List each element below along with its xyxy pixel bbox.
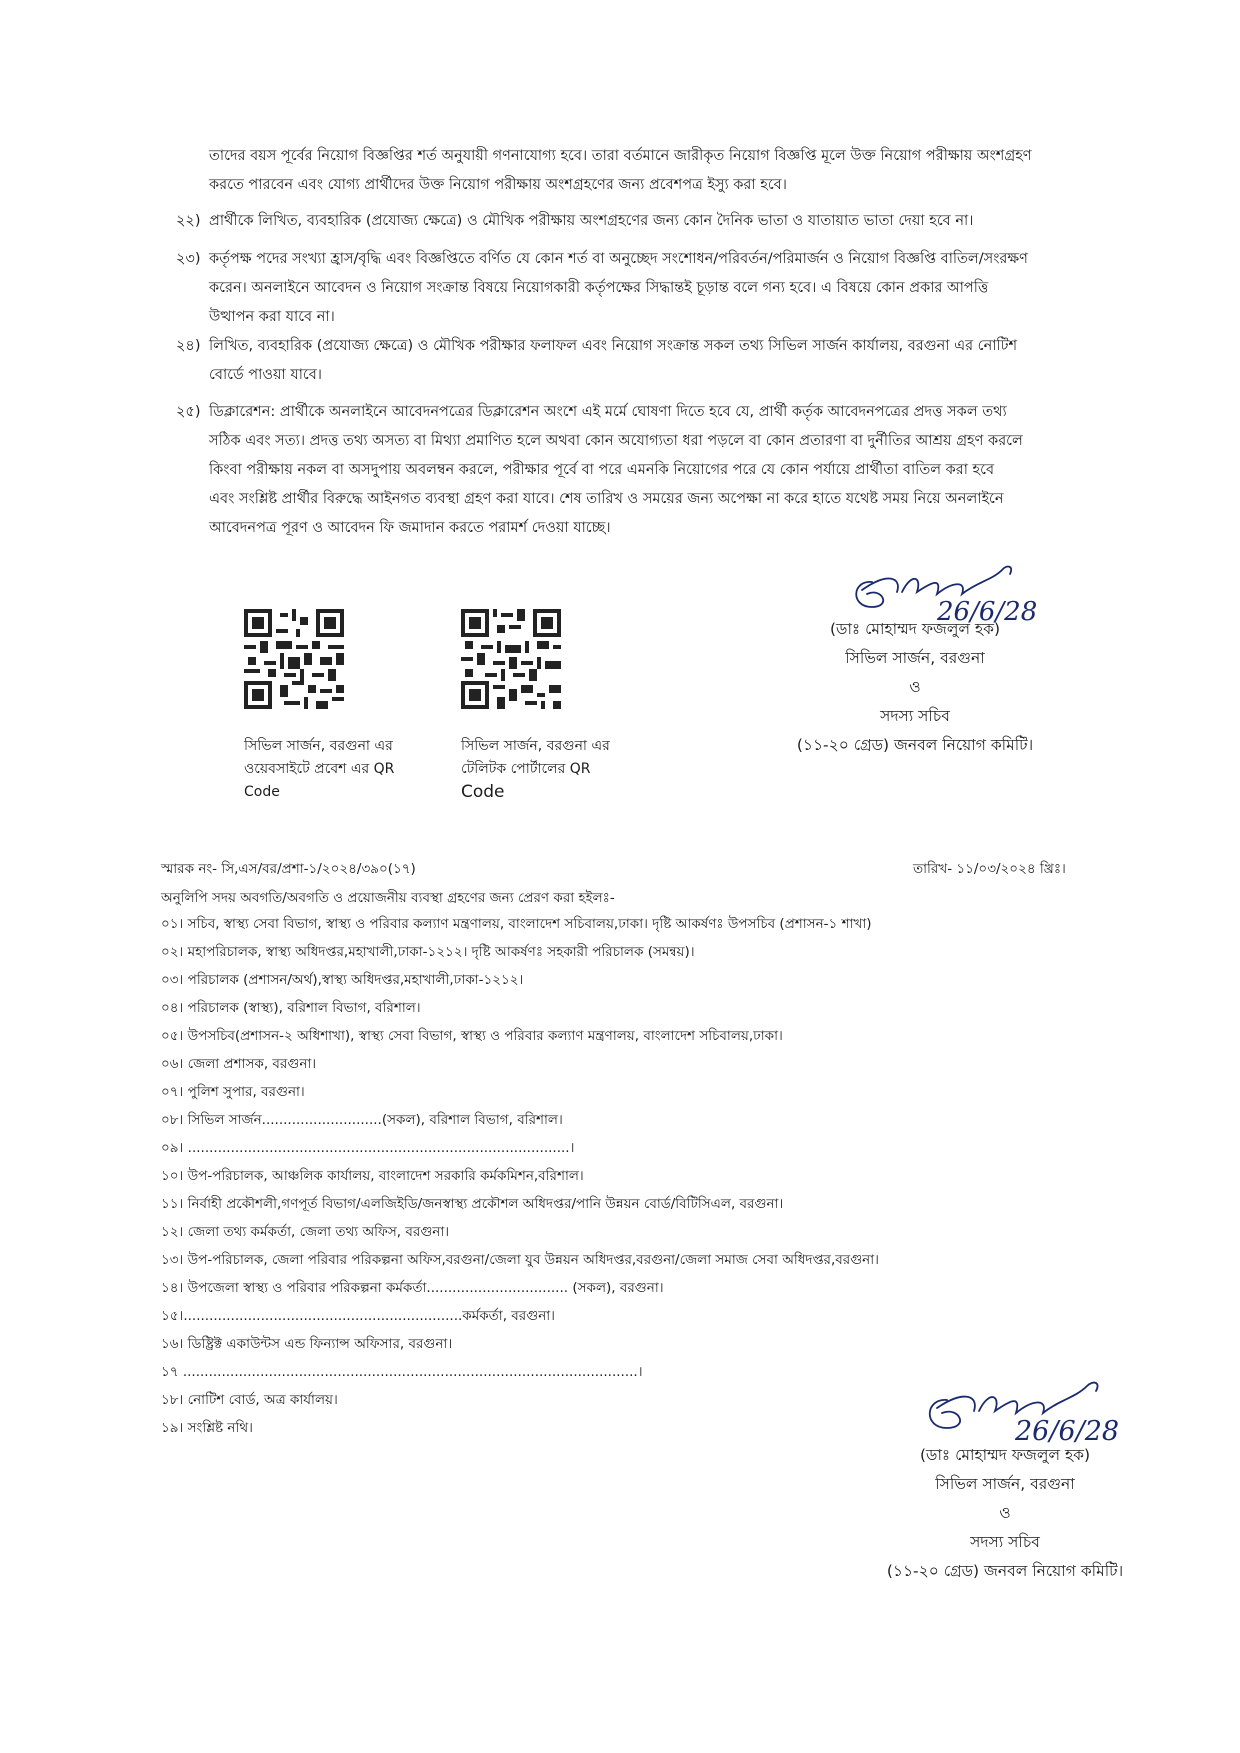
qr-code-website-icon xyxy=(244,609,344,709)
distribution-item: ০৫। উপসচিব(প্রশাসন-২ অধিশাখা), স্বাস্থ্য সেবা বিভাগ, স্বাস্থ্য ও পরিবার কল্যাণ মন্ত্রণালয়, বাংলাদেশ সচিবালয়,ঢাকা। xyxy=(161,1028,783,1044)
clause-line: লিখিত, ব্যবহারিক (প্রযোজ্য ক্ষেত্রে) ও মৌখিক পরীক্ষার ফলাফল এবং নিয়োগ সংক্রান্ত সকল তথ্য সিভিল সার্জন কার্যালয়, বরগুনা এর নোটিশ xyxy=(209,338,1018,354)
intro-paragraph xyxy=(209,142,1166,200)
qr-caption-line: ওয়েবসাইটে প্রবেশ এর QR xyxy=(244,761,395,777)
qr-caption-line: সিভিল সার্জন, বরগুনা এর xyxy=(244,738,393,754)
clause-line: বোর্ডে পাওয়া যাবে। xyxy=(209,367,322,383)
clause-line: করেন। অনলাইনে আবেদন ও নিয়োগ সংক্রান্ত বিষয়ে নিয়োগকারী কর্তৃপক্ষের সিদ্ধান্তই চূড়ান্ত বলে গন্য হবে। এ বিষয়ে কোন প্রকার আপত্তি xyxy=(209,280,989,296)
distribution-item: ১৭ ..........................................................................................................। xyxy=(161,1364,643,1380)
qr-caption-line: সিভিল সার্জন, বরগুনা এর xyxy=(461,738,610,754)
handwritten-signature-1 xyxy=(842,552,1052,624)
clause-line: কর্তৃপক্ষ পদের সংখ্যা হ্রাস/বৃদ্ধি এবং বিজ্ঞপ্তিতে বর্ণিত যে কোন শর্ত বা অনুচ্ছেদ সংশোধন/পরিবর্তন/পরিমার্জন ও নিয়োগ বিজ্ঞপ্তি বাতিল/সংরক্ষণ xyxy=(209,251,1028,267)
signature-block-1 xyxy=(770,615,1060,760)
qr-caption-teletalk xyxy=(461,735,610,804)
signatory-title: সিভিল সার্জন, বরগুনা xyxy=(845,649,985,667)
signatory-and: ও xyxy=(909,678,921,696)
clause-line: ডিক্লারেশন: প্রার্থীকে অনলাইনে আবেদনপত্রের ডিক্লারেশন অংশে এই মর্মে ঘোষণা দিতে হবে যে, প্রার্থী কর্তৃক আবেদনপত্রের প্রদত্ত সকল তথ্য xyxy=(209,404,1007,420)
distribution-item: ০৭। পুলিশ সুপার, বরগুনা। xyxy=(161,1084,305,1100)
clause-line: এবং সংশ্লিষ্ট প্রার্থীর বিরুদ্ধে আইনগত ব্যবস্থা গ্রহণ করা যাবে। শেষ তারিখ ও সময়ের জন্য অপেক্ষা না করে হাতে যথেষ্ট সময় নিয়ে অনলাইনে xyxy=(209,491,1004,507)
clause-23-number: ২৩) xyxy=(176,251,201,267)
clause-line: সঠিক এবং সত্য। প্রদত্ত তথ্য অসত্য বা মিথ্যা প্রমাণিত হলে অথবা কোন অযোগ্যতা ধরা পড়লে বা কোন প্রতারণা বা দুর্নীতির আশ্রয় গ্রহণ করলে xyxy=(209,433,1023,449)
clause-line: উত্থাপন করা যাবে না। xyxy=(209,309,335,325)
distribution-item: ০৯। .........................................................................................। xyxy=(161,1140,575,1156)
clause-24-text xyxy=(209,332,1166,390)
qr-code-teletalk-icon xyxy=(461,609,561,709)
signatory-committee: (১১-২০ গ্রেড) জনবল নিয়োগ কমিটি। xyxy=(886,1562,1124,1580)
handwritten-signature-2 xyxy=(915,1368,1145,1444)
clause-22-number: ২২) xyxy=(176,213,201,229)
signatory-name: (ডাঃ মোহাম্মদ ফজলুল হক) xyxy=(919,1446,1090,1464)
qr-caption-website xyxy=(244,735,394,804)
distribution-item: ১৬। ডিষ্ট্রিক্ট একাউন্টস এন্ড ফিন্যান্স অফিসার, বরগুনা। xyxy=(161,1336,453,1352)
signatory-title: সিভিল সার্জন, বরগুনা xyxy=(935,1475,1075,1493)
memo-reference: স্মারক নং- সি,এস/বর/প্রশা-১/২০২৪/৩৯০(১৭) xyxy=(161,861,416,877)
distribution-item: ০২। মহাপরিচালক, স্বাস্থ্য অধিদপ্তর,মহাখালী,ঢাকা-১২১২। দৃষ্টি আকর্ষণঃ সহকারী পরিচালক (সমন্বয়)। xyxy=(161,944,695,960)
clause-line: কিংবা পরীক্ষায় নকল বা অসদুপায় অবলম্বন করলে, পরীক্ষার পূর্বে বা পরে এমনকি নিয়োগের পরে যে কোন পর্যায়ে প্রার্থীতা বাতিল করা হবে xyxy=(209,462,995,478)
distribution-item: ১১। নির্বাহী প্রকৌশলী,গণপূর্ত বিভাগ/এলজিইডি/জনস্বাস্থ্য প্রকৌশল অধিদপ্তর/পানি উন্নয়ন বোর্ড/বিটিসিএল, বরগুনা। xyxy=(161,1196,784,1212)
signature-block-2 xyxy=(860,1441,1150,1586)
clause-22-text xyxy=(209,207,1166,236)
signature-date-1: 26/6/28 xyxy=(937,597,1038,624)
clause-line: আবেদনপত্র পূরণ ও আবেদন ফি জমাদান করতে পরামর্শ দেওয়া যাচ্ছে। xyxy=(209,520,611,536)
signatory-role: সদস্য সচিব xyxy=(880,707,950,725)
distribution-item: ০৬। জেলা প্রশাসক, বরগুনা। xyxy=(161,1056,317,1072)
signatory-role: সদস্য সচিব xyxy=(970,1533,1040,1551)
distribution-item: ১৫।.................................................................কর্মকর্তা, বরগুনা। xyxy=(161,1308,556,1324)
qr-caption-line: Code xyxy=(244,784,280,800)
distribution-item: ০৪। পরিচালক (স্বাস্থ্য), বরিশাল বিভাগ, বরিশাল। xyxy=(161,1000,421,1016)
distribution-item: ০৮। সিভিল সার্জন............................(সকল), বরিশাল বিভাগ, বরিশাল। xyxy=(161,1112,563,1128)
signatory-and: ও xyxy=(999,1504,1011,1522)
memo-intro: অনুলিপি সদয় অবগতি/অবগতি ও প্রয়োজনীয় ব্যবস্থা গ্রহণের জন্য প্রেরণ করা হইলঃ- xyxy=(161,890,615,906)
memo-date: তারিখ- ১১/০৩/২০২৪ খ্রিঃ। xyxy=(913,861,1066,877)
distribution-item: ১৮। নোটিশ বোর্ড, অত্র কার্যালয়। xyxy=(161,1392,338,1408)
signatory-name: (ডাঃ মোহাম্মদ ফজলুল হক) xyxy=(829,620,1000,638)
clause-25-text xyxy=(209,398,1166,543)
distribution-item: ১৪। উপজেলা স্বাস্থ্য ও পরিবার পরিকল্পনা কর্মকর্তা................................. (সকল), বরগুনা। xyxy=(161,1280,664,1296)
clause-23-text xyxy=(209,245,1166,332)
clause-25-number: ২৫) xyxy=(176,404,201,420)
clause-24-number: ২৪) xyxy=(176,338,201,354)
distribution-item: ০৩। পরিচালক (প্রশাসন/অর্থ),স্বাস্থ্য অধিদপ্তর,মহাখালী,ঢাকা-১২১২। xyxy=(161,972,524,988)
clause-line: প্রার্থীকে লিখিত, ব্যবহারিক (প্রযোজ্য ক্ষেত্রে) ও মৌখিক পরীক্ষায় অংশগ্রহণের জন্য কোন দৈনিক ভাতা ও যাতায়াত ভাতা দেয়া হবে না। xyxy=(209,213,974,229)
intro-line-2: করতে পারবেন এবং যোগ্য প্রার্থীদের উক্ত নিয়োগ পরীক্ষায় অংশগ্রহণের জন্য প্রবেশপত্র ইস্যু করা হবে। xyxy=(209,177,787,193)
signature-date-2: 26/6/28 xyxy=(1015,1416,1120,1444)
distribution-item: ১৯। সংশ্লিষ্ট নথি। xyxy=(161,1420,253,1436)
qr-caption-line: টেলিটক পোর্টালের QR xyxy=(461,761,591,777)
signatory-committee: (১১-২০ গ্রেড) জনবল নিয়োগ কমিটি। xyxy=(796,736,1034,754)
intro-line-1: তাদের বয়স পূর্বের নিয়োগ বিজ্ঞপ্তির শর্ত অনুযায়ী গণনাযোগ্য হবে। তারা বর্তমানে জারীকৃত নিয়োগ বিজ্ঞপ্তি মূলে উক্ত নিয়োগ পরীক্ষায় অংশগ্রহণ xyxy=(209,148,1032,164)
distribution-item: ১২। জেলা তথ্য কর্মকর্তা, জেলা তথ্য অফিস, বরগুনা। xyxy=(161,1224,450,1240)
distribution-item: ১৩। উপ-পরিচালক, জেলা পরিবার পরিকল্পনা অফিস,বরগুনা/জেলা যুব উন্নয়ন অধিদপ্তর,বরগুনা/জেলা সমাজ সেবা অধিদপ্তর,বরগুনা। xyxy=(161,1252,879,1268)
distribution-item: ০১। সচিব, স্বাস্থ্য সেবা বিভাগ, স্বাস্থ্য ও পরিবার কল্যাণ মন্ত্রণালয়, বাংলাদেশ সচিবালয়,ঢাকা। দৃষ্টি আকর্ষণঃ উপসচিব (প্রশাসন-১ শাখা) xyxy=(161,916,872,932)
distribution-item: ১০। উপ-পরিচালক, আঞ্চলিক কার্যালয়, বাংলাদেশ সরকারি কর্মকমিশন,বরিশাল। xyxy=(161,1168,584,1184)
qr-caption-line: Code xyxy=(461,782,505,802)
